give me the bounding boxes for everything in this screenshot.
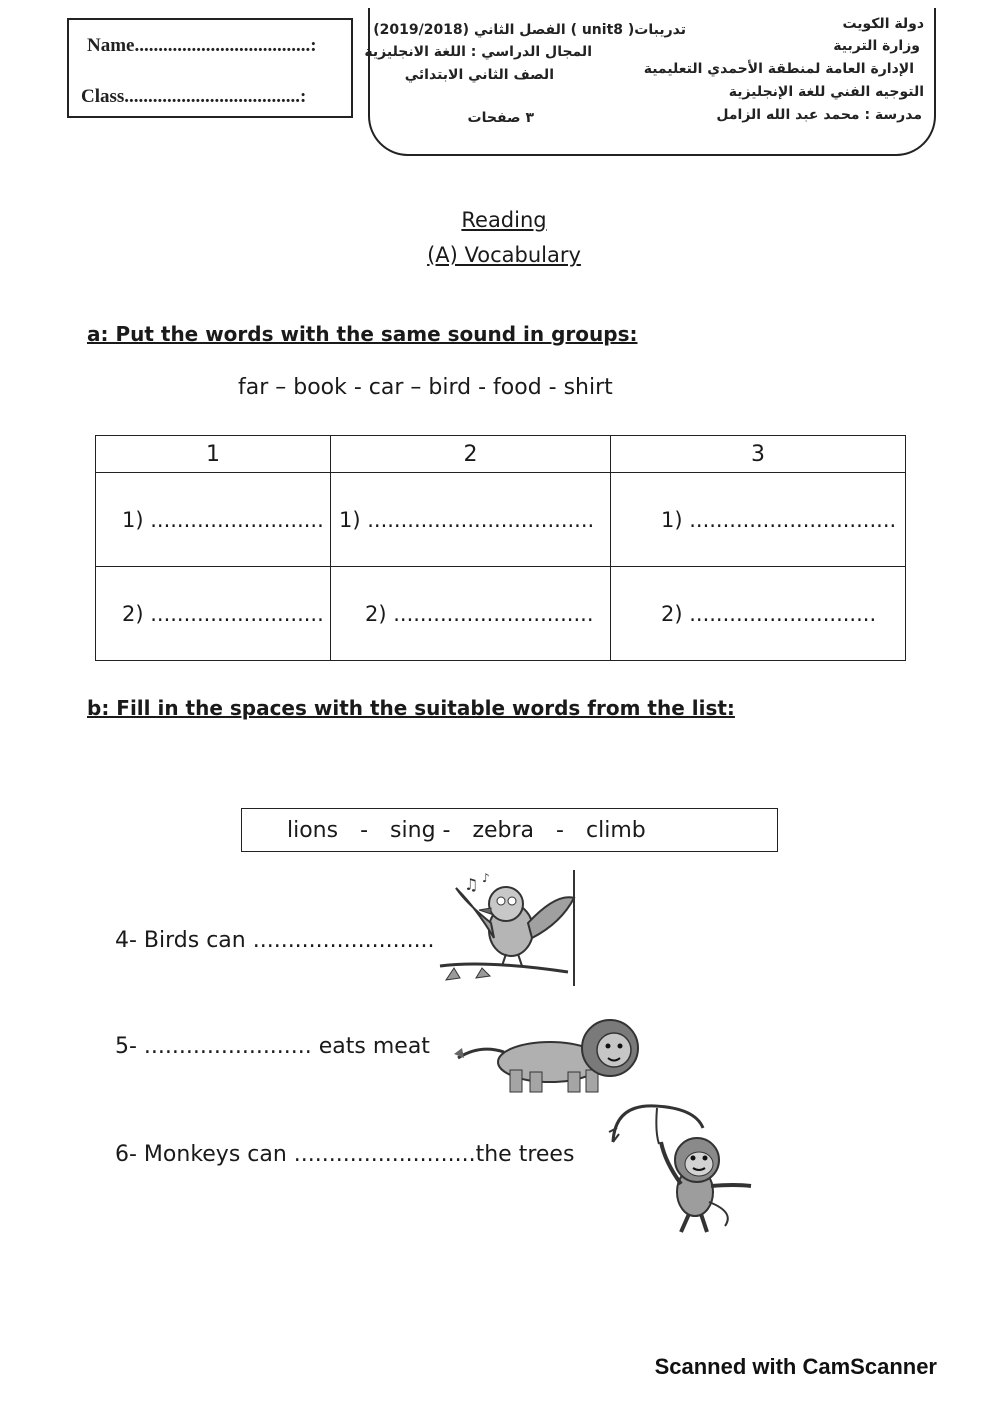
word-bank-item: sing - <box>390 817 451 843</box>
header-exam-title: تدريبات( unit8 ) الفصل الثاني (2019/2018) <box>373 22 686 38</box>
column-header: 1 <box>96 436 331 473</box>
table-row <box>96 567 906 661</box>
part-b-instruction: b: Fill in the spaces with the suitable words from the list: <box>87 696 735 720</box>
answer-blank[interactable]: 1) ............................... <box>611 473 906 567</box>
table-header-row <box>96 436 906 473</box>
class-field-label: Class.....................................: <box>81 86 307 107</box>
lion-illustration <box>450 1018 660 1098</box>
answer-blank[interactable]: 1) .......................... <box>96 473 331 567</box>
header-page-count: ٣ صفحات <box>467 110 534 126</box>
header-grade: الصف الثاني الابتدائي <box>404 67 554 83</box>
part-a-instruction: a: Put the words with the same sound in groups: <box>87 322 638 346</box>
table-row <box>96 473 906 567</box>
section-subtitle: (A) Vocabulary <box>427 243 581 267</box>
sentence-6: 6- Monkeys can ..........................the trees <box>115 1142 575 1167</box>
answer-blank[interactable]: 2) ............................ <box>611 567 906 661</box>
student-info-box <box>67 18 353 118</box>
word-bank-box <box>241 808 778 852</box>
column-header: 2 <box>331 436 611 473</box>
column-header: 3 <box>611 436 906 473</box>
word-bank-item: zebra <box>472 817 535 843</box>
header-ministry: وزارة التربية <box>833 38 920 54</box>
name-field-label: Name.....................................: <box>87 35 317 56</box>
sound-groups-table <box>95 435 906 661</box>
header-subject: المجال الدراسي : اللغة الانجليزية <box>364 44 592 60</box>
svg-text:♫: ♫ <box>464 875 479 894</box>
header-school: مدرسة : محمد عبد الله الزامل <box>716 107 922 123</box>
section-title: Reading <box>461 208 547 232</box>
school-header-box <box>364 8 936 156</box>
monkey-illustration <box>605 1102 765 1237</box>
answer-blank[interactable]: 2) .......................... <box>96 567 331 661</box>
header-district: الإدارة العامة لمنطقة الأحمدي التعليمية <box>643 61 914 77</box>
answer-blank[interactable]: 1) .................................. <box>331 473 611 567</box>
sentence-5: 5- ........................ eats meat <box>115 1034 430 1059</box>
word-bank-item: climb <box>586 817 646 843</box>
word-bank-item: lions <box>287 817 339 843</box>
header-supervision: التوجيه الفني للغة الإنجليزية <box>728 84 924 100</box>
singing-bird-illustration <box>436 868 581 988</box>
answer-blank[interactable]: 2) .............................. <box>331 567 611 661</box>
scanner-watermark: Scanned with CamScanner <box>654 1354 937 1379</box>
word-bank-separator: - <box>360 817 369 843</box>
part-a-word-list: far – book - car – bird - food - shirt <box>238 375 613 400</box>
word-bank-separator: - <box>556 817 564 843</box>
sentence-4: 4- Birds can .......................... <box>115 928 435 953</box>
svg-text:♪: ♪ <box>482 871 490 885</box>
header-country: دولة الكويت <box>842 16 924 32</box>
